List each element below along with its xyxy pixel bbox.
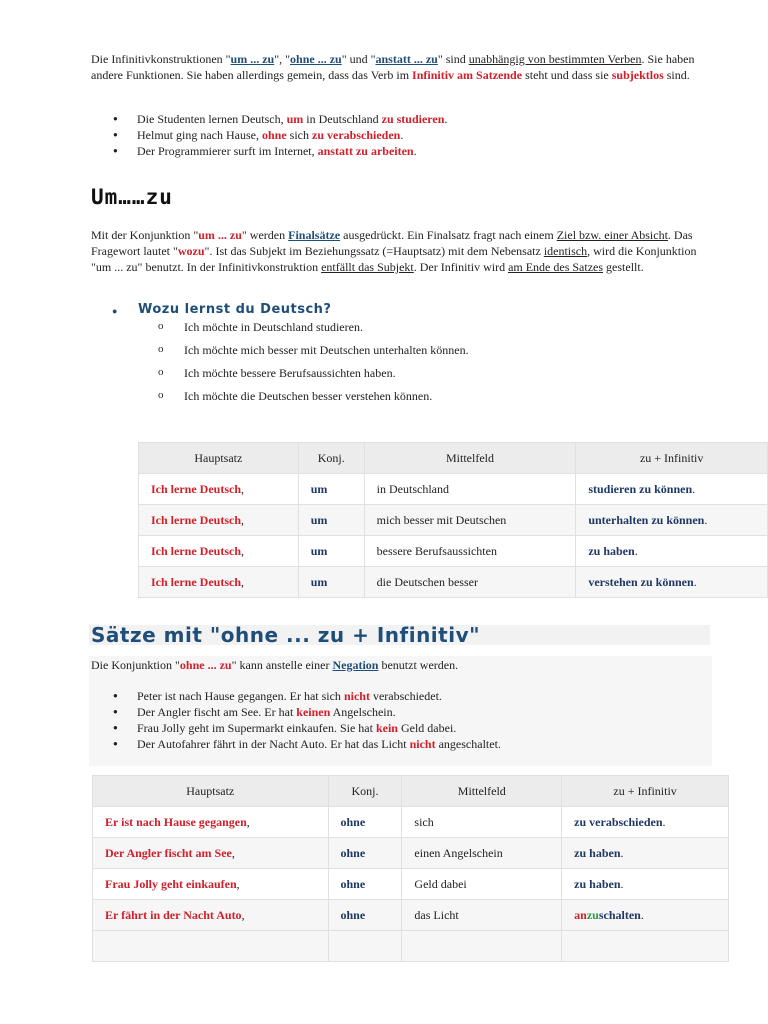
table-header-row (93, 776, 729, 807)
column-header: zu + Infinitiv (576, 443, 768, 474)
column-header: Mittelfeld (364, 443, 576, 474)
text: " und " (341, 52, 376, 66)
text: steht und dass sie (522, 68, 612, 82)
wozu-answer-list (158, 319, 658, 411)
highlight-text: Infinitiv am Satzende (412, 68, 523, 82)
intro-example-list (91, 111, 731, 159)
column-header: Mittelfeld (402, 776, 562, 807)
table-row: Frau Jolly geht einkaufen, ohne Geld dabei zu haben. (93, 869, 729, 900)
table-row-empty (93, 931, 729, 962)
column-header: Hauptsatz (139, 443, 299, 474)
list-item: ● Helmut ging nach Hause, ohne sich zu verabschieden. (91, 127, 731, 143)
list-item: o Ich möchte bessere Berufsaussichten haben. (158, 365, 658, 388)
intro-paragraph (91, 51, 721, 83)
list-item: o Ich möchte die Deutschen besser verstehen können. (158, 388, 658, 411)
keyword-ohne-zu: ohne ... zu (290, 52, 342, 66)
text: " sind (437, 52, 469, 66)
um-zu-paragraph: Mit der Konjunktion "um ... zu" werden Finalsätze ausgedrückt. Ein Finalsatz fragt nach einem Ziel bzw. einer Absicht. Das Fragewort lautet "wozu". Ist das Subjekt im Beziehungssatz (=Hauptsatz) mit dem Nebensatz identisch, wird die Konjunktion "um ... zu" benutzt. In der Infinitivkonstruktion entfällt das Subjekt. Der Infinitiv wird am Ende des Satzes gestellt. (91, 228, 697, 274)
keyword-um-zu: um ... zu (230, 52, 275, 66)
list-item: ● Die Studenten lernen Deutsch, um in Deutschland zu studieren. (91, 111, 731, 127)
um-zu-table (138, 442, 768, 598)
text: ", " (274, 52, 291, 66)
list-item: ● Der Autofahrer fährt in der Nacht Auto. Er hat das Licht nicht angeschaltet. (91, 736, 711, 752)
table-row: Er ist nach Hause gegangen, ohne sich zu verabschieden. (93, 807, 729, 838)
list-item: ● Der Angler fischt am See. Er hat keinen Angelschein. (91, 704, 711, 720)
bullet-icon: ● (112, 306, 118, 316)
list-item: ● Frau Jolly geht im Supermarkt einkaufen. Sie hat kein Geld dabei. (91, 720, 711, 736)
table-row: Ich lerne Deutsch, um mich besser mit Deutschen unterhalten zu können. (139, 505, 768, 536)
table-row: Ich lerne Deutsch, um die Deutschen besser verstehen zu können. (139, 567, 768, 598)
ohne-zu-paragraph: Die Konjunktion "ohne ... zu" kann anstelle einer Negation benutzt werden. (91, 658, 459, 672)
list-item: o Ich möchte in Deutschland studieren. (158, 319, 658, 342)
column-header: Hauptsatz (93, 776, 329, 807)
ohne-zu-table (92, 775, 729, 962)
table-header-row (139, 443, 768, 474)
text: sind. (663, 68, 690, 82)
text: Die Infinitivkonstruktionen " (91, 52, 231, 66)
table-row: Er fährt in der Nacht Auto, ohne das Licht anzuschalten. (93, 900, 729, 931)
text: . Sie haben andere Funktionen. Sie haben allerdings gemein, dass das Verb im (91, 52, 695, 82)
column-header: Konj. (298, 443, 364, 474)
table-row: Ich lerne Deutsch, um in Deutschland studieren zu können. (139, 474, 768, 505)
ohne-example-list (91, 688, 711, 752)
list-item: o Ich möchte mich besser mit Deutschen unterhalten können. (158, 342, 658, 365)
highlight-text: subjektlos (611, 68, 664, 82)
table-row: Ich lerne Deutsch, um bessere Berufsaussichten zu haben. (139, 536, 768, 567)
section-heading-um-zu: Um……zu (91, 185, 173, 209)
section-heading-ohne-zu: Sätze mit "ohne ... zu + Infinitiv" (89, 625, 710, 645)
keyword-anstatt-zu: anstatt ... zu (375, 52, 438, 66)
column-header: zu + Infinitiv (562, 776, 729, 807)
column-header: Konj. (328, 776, 402, 807)
table-row: Der Angler fischt am See, ohne einen Angelschein zu haben. (93, 838, 729, 869)
underlined-text: unabhängig von bestimmten Verben (468, 52, 642, 66)
list-item: ● Peter ist nach Hause gegangen. Er hat sich nicht verabschiedet. (91, 688, 711, 704)
list-item: ● Der Programmierer surft im Internet, anstatt zu arbeiten. (91, 143, 731, 159)
